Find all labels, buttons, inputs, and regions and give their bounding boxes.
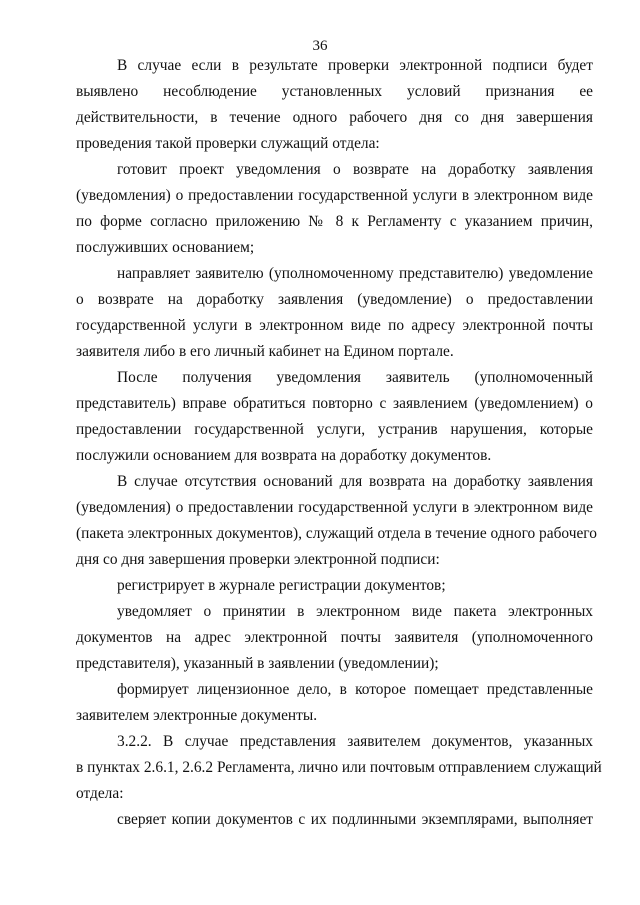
text-line: послуживших основанием; xyxy=(76,239,255,256)
text-line: заявителем электронные документы. xyxy=(76,707,318,724)
text-line: заявителя либо в его личный кабинет на Едином портале. xyxy=(76,343,454,360)
text-line: отдела: xyxy=(76,785,124,802)
text-line: государственной услуги в электронном виде по адресу электронной почты xyxy=(76,317,593,334)
page-number: 36 xyxy=(312,38,328,54)
text-line: послужили основанием для возврата на доработку документов. xyxy=(76,447,492,464)
text-line: по форме согласно приложению № 8 к Регламенту с указанием причин, xyxy=(76,213,593,230)
text-line: (пакета электронных документов), служащий отдела в течение одного рабочего xyxy=(76,525,597,542)
text-line: представитель) вправе обратиться повторно с заявлением (уведомлением) о xyxy=(76,395,593,412)
text-line: дня со дня завершения проверки электронной подписи: xyxy=(76,551,440,568)
text-line: сверяет копии документов с их подлинными экземплярами, выполняет xyxy=(117,811,593,828)
text-line: В случае отсутствия оснований для возврата на доработку заявления xyxy=(117,473,593,490)
text-line: (уведомления) о предоставлении государственной услуги в электронном виде xyxy=(76,499,593,516)
text-line: о возврате на доработку заявления (уведомление) о предоставлении xyxy=(76,291,593,308)
text-line: выявлено несоблюдение установленных условий признания ее xyxy=(76,83,593,100)
text-line: В случае если в результате проверки электронной подписи будет xyxy=(117,57,593,74)
text-line: формирует лицензионное дело, в которое помещает представленные xyxy=(117,681,593,698)
text-line: проведения такой проверки служащий отдела: xyxy=(76,135,380,152)
text-line: направляет заявителю (уполномоченному представителю) уведомление xyxy=(117,265,593,282)
text-line: (уведомления) о предоставлении государственной услуги в электронном виде xyxy=(76,187,593,204)
text-line: уведомляет о принятии в электронном виде пакета электронных xyxy=(117,603,593,620)
text-line: представителя), указанный в заявлении (уведомлении); xyxy=(76,655,439,672)
text-line: После получения уведомления заявитель (уполномоченный xyxy=(117,369,593,386)
text-line: действительности, в течение одного рабочего дня со дня завершения xyxy=(76,109,593,126)
text-line: документов на адрес электронной почты заявителя (уполномоченного xyxy=(76,629,593,646)
text-line: регистрирует в журнале регистрации документов; xyxy=(117,577,446,594)
text-line: 3.2.2. В случае представления заявителем документов, указанных xyxy=(117,733,593,750)
text-line: в пунктах 2.6.1, 2.6.2 Регламента, лично или почтовым отправлением служащий xyxy=(76,759,602,776)
text-line: предоставлении государственной услуги, устранив нарушения, которые xyxy=(76,421,593,438)
text-line: готовит проект уведомления о возврате на доработку заявления xyxy=(117,161,593,178)
